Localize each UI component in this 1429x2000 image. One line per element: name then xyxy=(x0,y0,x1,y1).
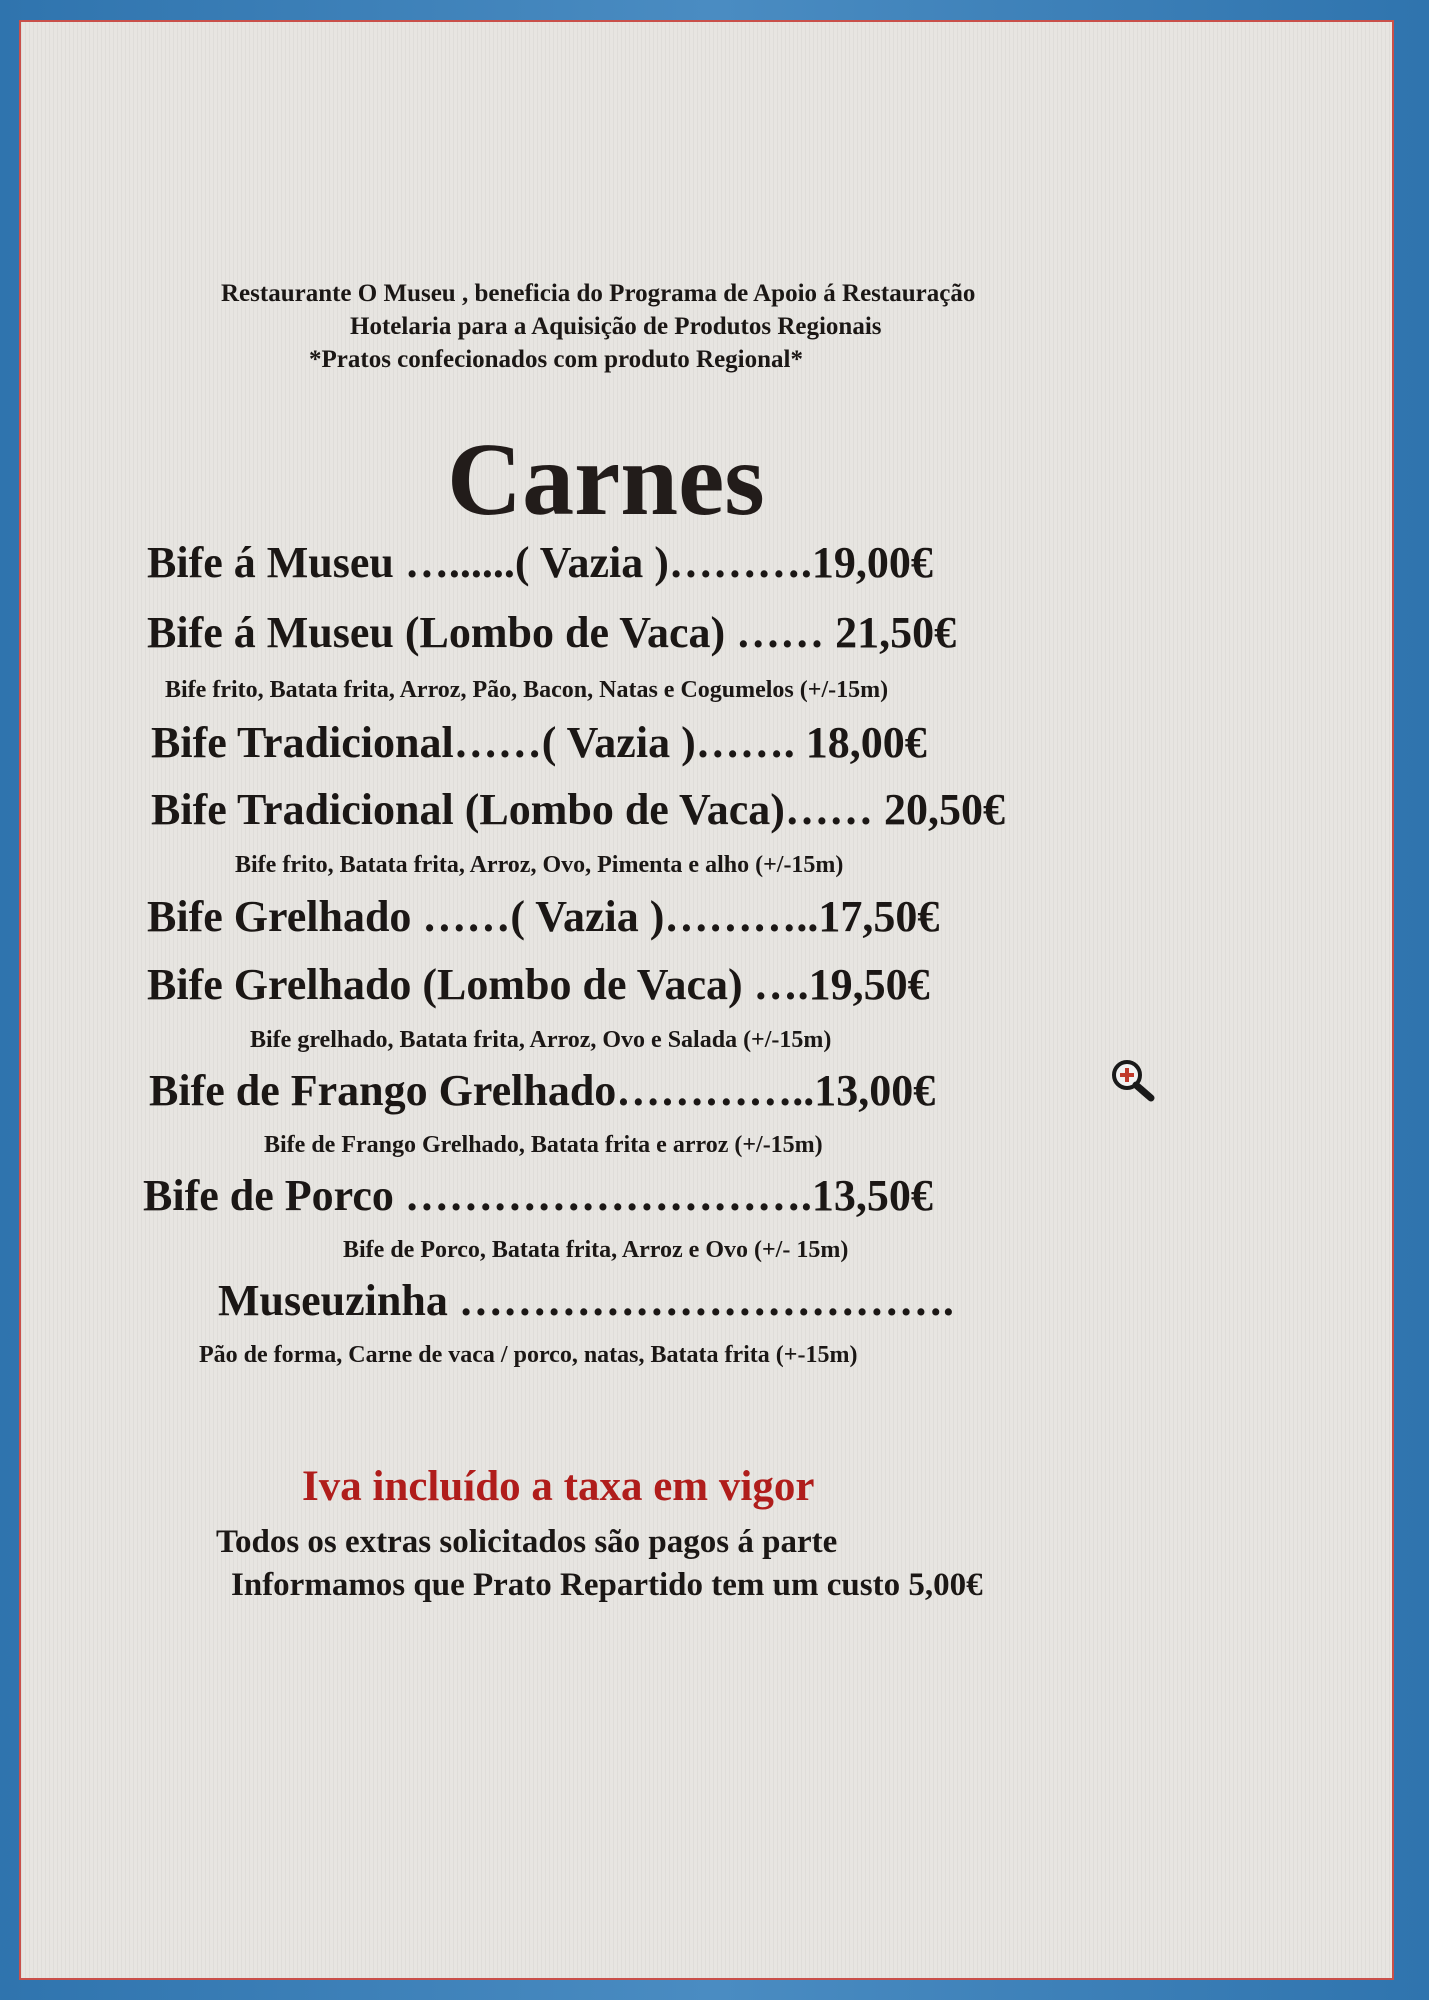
extras-notice: Todos os extras solicitados são pagos á parte xyxy=(216,1524,838,1560)
menu-item-description: Pão de forma, Carne de vaca / porco, natas, Batata frita (+-15m) xyxy=(199,1342,858,1368)
menu-item: Bife de Frango Grelhado…………..13,00€ xyxy=(149,1066,936,1115)
menu-item: Bife Tradicional……( Vazia )……. 18,00€ xyxy=(151,718,927,767)
shared-dish-notice: Informamos que Prato Repartido tem um custo 5,00€ xyxy=(231,1567,983,1603)
zoom-in-icon[interactable] xyxy=(1109,1058,1159,1102)
menu-item: Bife Tradicional (Lombo de Vaca)…… 20,50€ xyxy=(151,785,1005,834)
notice-line-2: Hotelaria para a Aquisição de Produtos Regionais xyxy=(350,313,882,340)
menu-item-description: Bife de Porco, Batata frita, Arroz e Ovo (+/- 15m) xyxy=(343,1237,849,1263)
menu-item: Bife á Museu (Lombo de Vaca) …… 21,50€ xyxy=(147,608,957,657)
vat-notice: Iva incluído a taxa em vigor xyxy=(302,1463,815,1510)
menu-item: Bife Grelhado (Lombo de Vaca) ….19,50€ xyxy=(147,960,930,1009)
notice-line-1: Restaurante O Museu , beneficia do Programa de Apoio á Restauração xyxy=(221,280,976,307)
menu-item: Bife de Porco ……………………….13,50€ xyxy=(143,1171,933,1220)
menu-item-description: Bife grelhado, Batata frita, Arroz, Ovo e Salada (+/-15m) xyxy=(250,1027,832,1053)
menu-item-description: Bife de Frango Grelhado, Batata frita e arroz (+/-15m) xyxy=(264,1132,823,1158)
notice-line-3: *Pratos confecionados com produto Regional* xyxy=(309,346,803,373)
menu-item: Bife Grelhado ……( Vazia )………..17,50€ xyxy=(147,892,940,941)
page-title: Carnes xyxy=(447,422,765,537)
menu-item: Museuzinha ……………………………. xyxy=(218,1276,954,1325)
menu-item-description: Bife frito, Batata frita, Arroz, Ovo, Pimenta e alho (+/-15m) xyxy=(235,852,844,878)
menu-page xyxy=(19,20,1394,1980)
menu-item-description: Bife frito, Batata frita, Arroz, Pão, Bacon, Natas e Cogumelos (+/-15m) xyxy=(165,677,889,703)
menu-item: Bife á Museu …......( Vazia )……….19,00€ xyxy=(147,538,933,587)
